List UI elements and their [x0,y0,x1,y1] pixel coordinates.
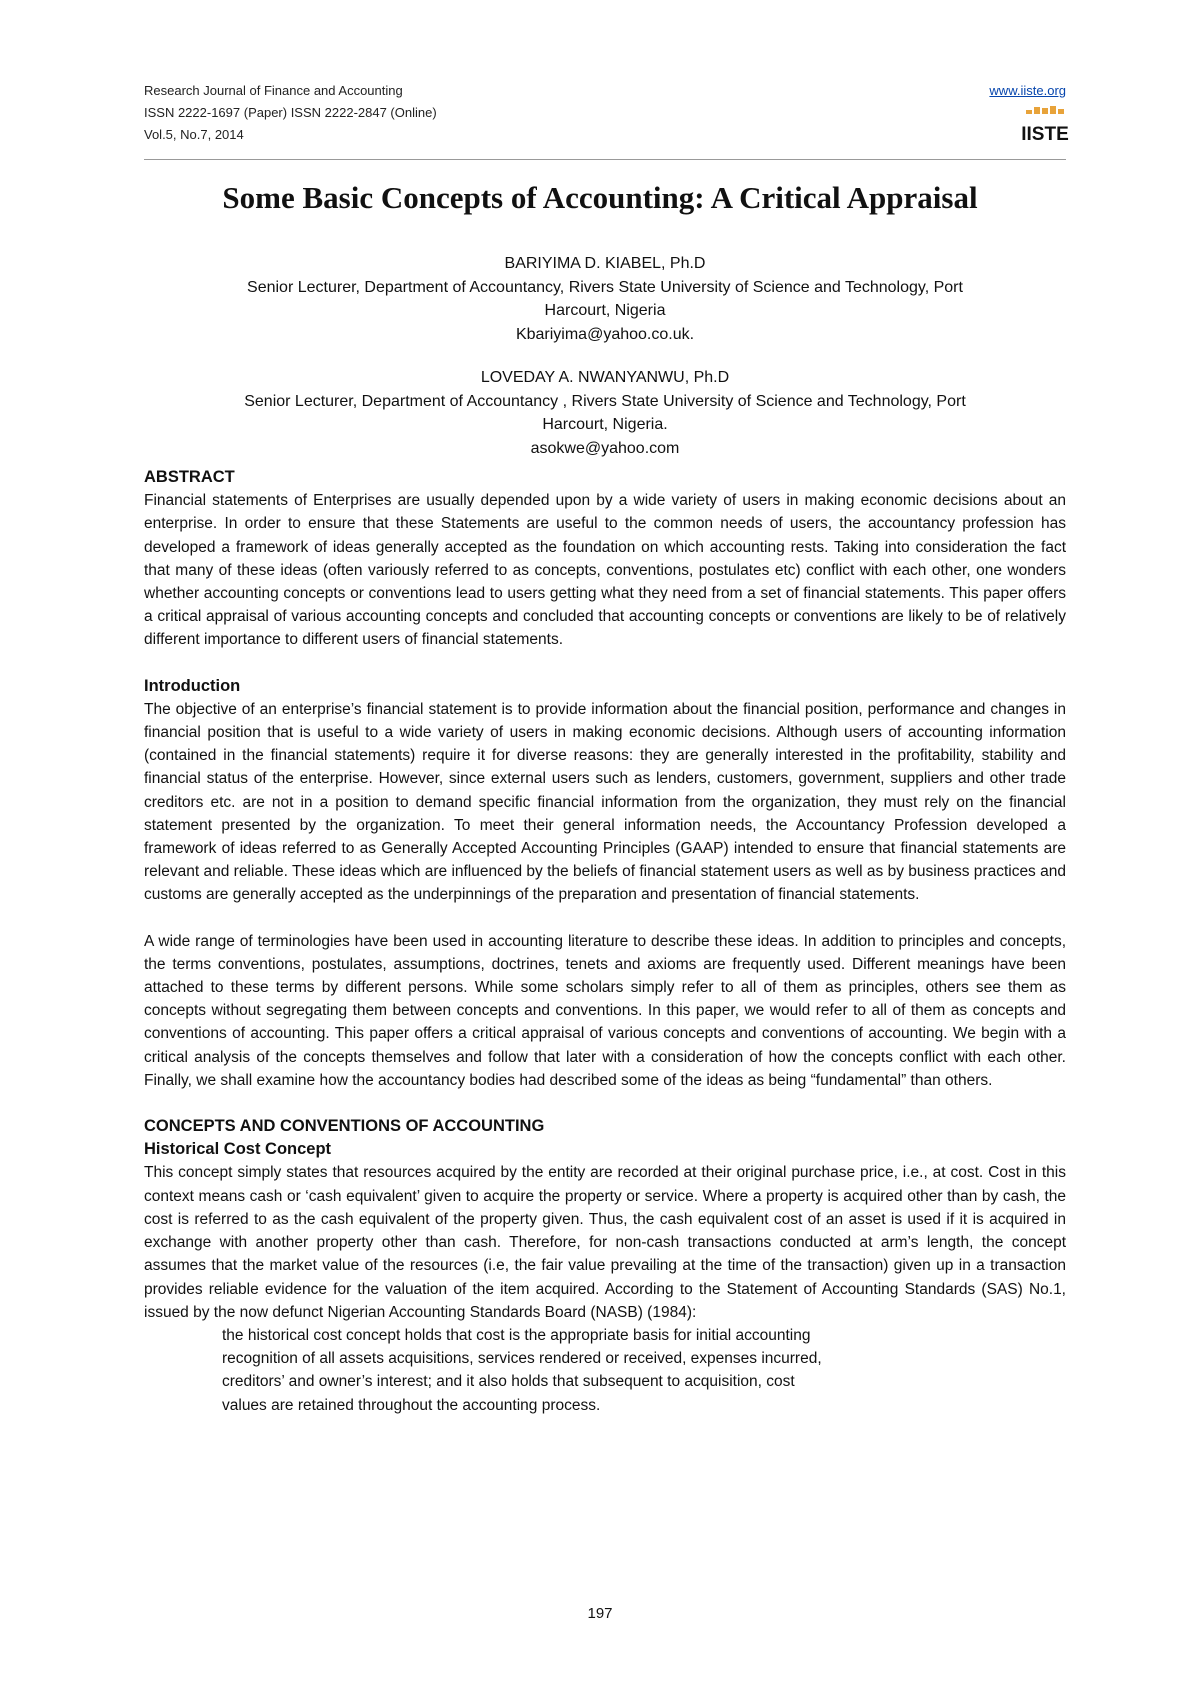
quote-line: recognition of all assets acquisitions, services rendered or received, expenses incurred, [222,1350,822,1368]
author-name: BARIYIMA D. KIABEL, Ph.D [504,255,706,272]
author-affiliation: Senior Lecturer, Department of Accountancy, Rivers State University of Science and Technology, Port [247,278,963,296]
introduction-heading: Introduction [144,676,241,695]
abstract-heading: ABSTRACT [144,468,235,486]
quote-line: the historical cost concept holds that cost is the appropriate basis for initial accounting [222,1326,811,1344]
paper-title: Some Basic Concepts of Accounting: A Critical Appraisal [222,180,978,215]
journal-header [144,80,1069,150]
author-email: Kbariyima@yahoo.co.uk. [515,325,695,343]
iiste-logo [1021,104,1069,148]
author-affiliation: Harcourt, Nigeria [544,302,666,319]
quote-line: creditors’ and owner’s interest; and it also holds that subsequent to acquisition, cost [222,1373,795,1391]
website-link[interactable]: www.iiste.org [989,83,1066,98]
concepts-heading: CONCEPTS AND CONVENTIONS OF ACCOUNTING [144,1117,545,1136]
author-affiliation: Senior Lecturer, Department of Accountancy , Rivers State University of Science and Technology, Port [244,392,966,410]
introduction-paragraph: A wide range of terminologies have been used in accounting literature to describe these ideas. In addition to principles and concepts, the terms conventions, postulates, assumptions, doctrines, tenets and axioms are frequently used. Different meanings have been attached to these terms by different persons. While some scholars simply refer to all of them as principles, others see them as concepts without segregating them between concepts and conventions. In this paper, we would refer to all of them as concepts and conventions of accounting. This paper offers a critical appraisal of various concepts and conventions of accounting. We begin with a critical analysis of the concepts themselves and follow that later with a consideration of how the concepts conflict with each other. Finally, we shall examine how the accountancy bodies had described some of the ideas as being “fundamental” than others. [144,932,1066,1089]
abstract-text: Financial statements of Enterprises are usually depended upon by a wide variety of users in making economic decisions about an enterprise. In order to ensure that these Statements are useful to the common needs of users, the accountancy profession has developed a framework of ideas generally accepted as the foundation on which accounting rests. Taking into consideration the fact that many of these ideas (often variously referred to as concepts, conventions, postulates etc) conflict with each other, one wonders whether accounting concepts or conventions lead to users getting what they need from a set of financial statements. This paper offers a critical appraisal of various accounting concepts and concluded that accounting concepts or conventions are likely to be of relatively different importance to different users of financial statements. [144,492,1066,649]
historical-cost-paragraph: This concept simply states that resources acquired by the entity are recorded at their original purchase price, i.e., at cost. Cost in this context means cash or ‘cash equivalent’ given to acquire the property or service. Where a property is acquired other than by cash, the cost is referred to as the cash equivalent of the property given. Thus, the cash equivalent cost of an asset is used if it is acquired in exchange with another property other than cash. Therefore, for non-cash transactions conducted at arm’s length, the concept assumes that the market value of the resources (i.e, the fair value prevailing at the time of the transaction) given up in a transaction provides reliable evidence for the valuation of the item acquired. According to the Statement of Accounting Standards (SAS) No.1, issued by the now defunct Nigerian Accounting Standards Board (NASB) (1984): [144,1164,1066,1321]
header-rule [144,159,1066,160]
historical-cost-heading: Historical Cost Concept [144,1140,332,1159]
quote-line: values are retained throughout the accounting process. [222,1396,601,1414]
page-number: 197 [587,1605,613,1622]
author-block [144,366,1066,460]
logo-text: IISTE [1021,124,1069,145]
paper-body [144,466,1066,1417]
issn-line: ISSN 2222-1697 (Paper) ISSN 2222-2847 (Online) [144,105,437,120]
introduction-paragraph: The objective of an enterprise’s financial statement is to provide information about the financial position, performance and changes in financial position that is useful to a wide variety of users in making economic decisions. Although users of accounting information (contained in the financial statements) require it for diverse reasons: they are generally interested in the profitability, stability and financial status of the enterprise. However, since external users such as lenders, customers, government, suppliers and other trade creditors etc. are not in a position to demand specific financial information from the organization, they must rely on the financial statement presented by the organization. To meet their general information needs, the Accountancy Profession developed a framework of ideas referred to as Generally Accepted Accounting Principles (GAAP) intended to ensure that financial statements are relevant and reliable. These ideas which are influenced by the beliefs of financial statement users as well as by business practices and customs are generally accepted as the underpinnings of the preparation and presentation of financial statements. [144,700,1066,904]
author-block [144,252,1066,346]
volume-line: Vol.5, No.7, 2014 [144,127,244,142]
author-name: LOVEDAY A. NWANYANWU, Ph.D [480,369,730,386]
author-list [144,252,1066,460]
block-quote [222,1324,912,1417]
journal-name: Research Journal of Finance and Accounting [144,83,403,98]
author-affiliation: Harcourt, Nigeria. [542,416,668,433]
author-email: asokwe@yahoo.com [530,439,680,457]
